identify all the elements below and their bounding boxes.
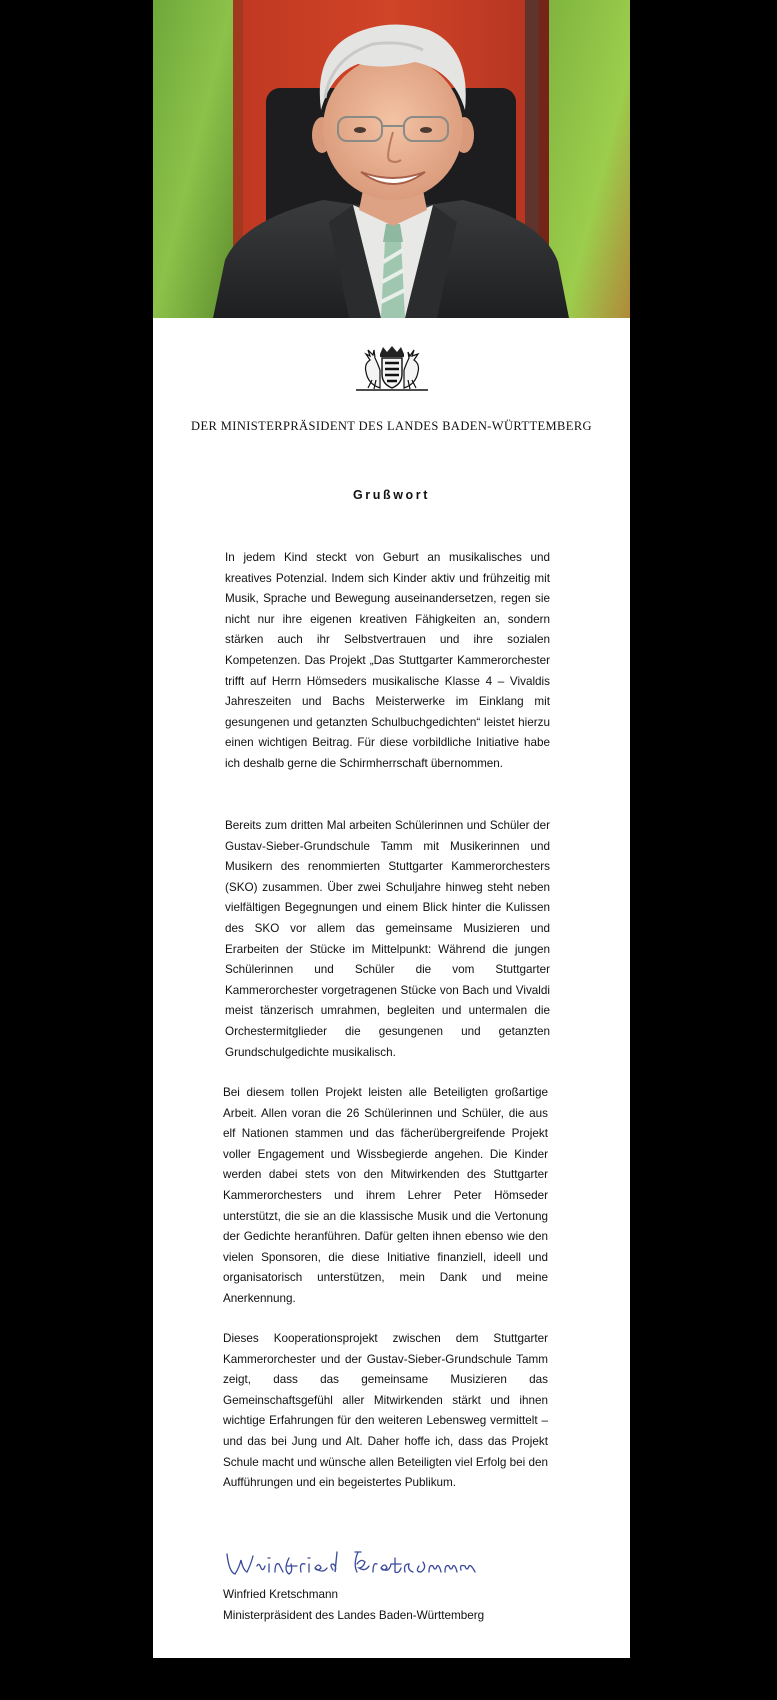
portrait-photo (153, 0, 630, 318)
handwritten-signature (223, 1538, 483, 1582)
paragraph-4: Dieses Kooperationsprojekt zwischen dem Stuttgarter Kammerorchester und der Gustav-Sieber-Grundschule Tamm zeigt, dass das gemeinsame Musizieren das Gemeinschaftsgefühl aller Mitwirkenden stärkt und ihnen wichtige Erfahrungen für den weiteren Lebensweg vermittelt – und das bei Jung und Alt. Daher hoffe ich, dass das Projekt Schule macht und wünsche allen Beteiligten viel Erfolg bei den Aufführungen und ein begeistertes Publikum. (223, 1332, 548, 1490)
letter-page (153, 0, 630, 1658)
paragraph-3: Bei diesem tollen Projekt leisten alle Beteiligten großartige Arbeit. Allen voran die 26 Schülerinnen und Schüler, die aus elf Nationen stammen und das fächerübergreifende Projekt voller Engagement und Wissbegierde angehen. Die Kinder werden dabei stets von den Mitwirkenden des Stuttgarter Kammerorchesters und ihrem Lehrer Peter Hömseder unterstützt, die sie an die klassische Musik und die Vertonung der Gedichte heranführen. Dafür gelten ihnen ebenso wie den vielen Sponsoren, die diese Initiative finanziell, ideell und organisatorisch unterstützen, mein Dank und meine Anerkennung. (223, 1086, 548, 1305)
coat-of-arms-icon (350, 344, 434, 392)
office-title: DER MINISTERPRÄSIDENT DES LANDES BADEN-WÜRTTEMBERG (191, 419, 592, 433)
signatory-name: Winfried Kretschmann (223, 1588, 338, 1601)
paragraph-2: Bereits zum dritten Mal arbeiten Schülerinnen und Schüler der Gustav-Sieber-Grundschule Tamm mit Musikerinnen und Musikern des renommierten Stuttgarter Kammerorchesters (SKO) zusammen. Über zwei Schuljahre hinweg steht neben vielfältigen Begegnungen und einem Blick hinter die Kulissen des SKO vor allem das gemeinsame Musizieren und Erarbeiten der Stücke im Mittelpunkt: Während die jungen Schülerinnen und Schüler die vom Stuttgarter Kammerorchester vorgetragenen Stücke von Bach und Vivaldi meist tänzerisch umrahmen, begleiten und untermalen die Orchestermitglieder die gesungenen und getanzten Grundschulgedichte musikalisch. (225, 819, 550, 1059)
signatory-title: Ministerpräsident des Landes Baden-Württemberg (223, 1609, 485, 1622)
letter-heading: Grußwort (352, 488, 431, 502)
paragraph-1: In jedem Kind steckt von Geburt an musikalisches und kreatives Potenzial. Indem sich Kinder aktiv und frühzeitig mit Musik, Sprache und Bewegung auseinandersetzen, regen sie nicht nur ihre eigenen kreativen Fähigkeiten an, sondern stärken auch ihr Selbstvertrauen und ihre sozialen Kompetenzen. Das Projekt „Das Stuttgarter Kammerorchester trifft auf Herrn Hömseders musikalische Klasse 4 – Vivaldis Jahreszeiten und Bachs Meisterwerke im Einklang mit gesungenen und getanzten Schulbuchgedichten“ leistet hierzu einen wichtigen Beitrag. Für diese vorbildliche Initiative habe ich deshalb gerne die Schirmherrschaft übernommen. (225, 551, 550, 770)
